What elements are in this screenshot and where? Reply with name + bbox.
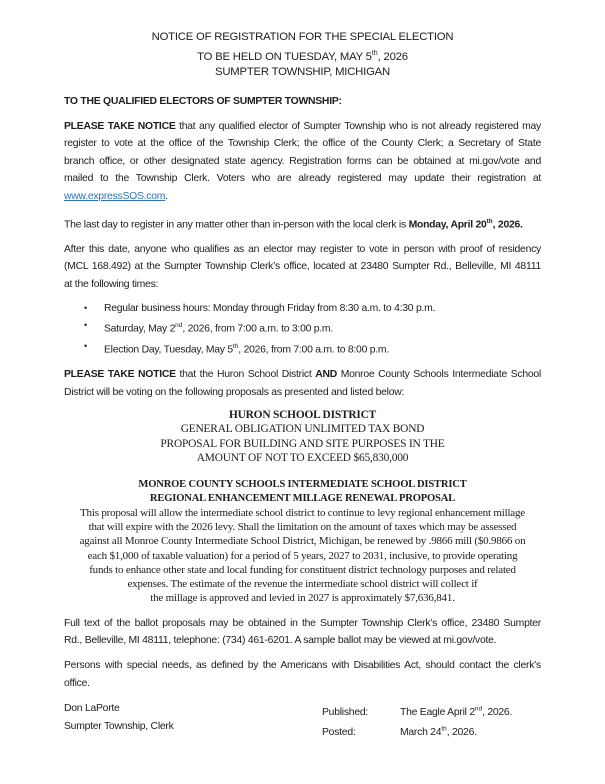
- published-label: Published:: [322, 706, 369, 718]
- bullet-icon: •: [84, 341, 87, 352]
- text-run: against all Monroe County Intermediate School District, Michigan, be renewed by .9866 mill ($0.9866 on: [79, 535, 526, 548]
- text-run: .: [165, 190, 168, 202]
- text-run: nd: [474, 705, 483, 713]
- proposal-line: [57, 422, 548, 436]
- list-item: [64, 338, 541, 359]
- bullet-text: [104, 338, 541, 359]
- text-run: PROPOSAL FOR BUILDING AND SITE PURPOSES IN THE: [160, 437, 445, 450]
- posted-value: [400, 727, 477, 738]
- para-register-line: [64, 118, 541, 135]
- proposal-body-line: [57, 591, 548, 605]
- text-run: th: [371, 49, 378, 57]
- text-run: , 2026.: [446, 727, 477, 739]
- clerk-title: Sumpter Township, Clerk: [64, 720, 174, 732]
- proposal-line: [57, 451, 548, 465]
- text-run: REGIONAL ENHANCEMENT MILLAGE RENEWAL PROPOSAL: [149, 492, 456, 504]
- para-in-person-line: [64, 241, 541, 258]
- para-register-line: [64, 170, 541, 187]
- para-register: [64, 118, 541, 205]
- para-register-line: [64, 188, 541, 205]
- signature-right: [322, 700, 541, 742]
- text-run: This proposal will allow the intermediate school district to continue to levy regional enhancement millage: [80, 507, 525, 520]
- signature-block: [64, 700, 541, 742]
- posted-label: Posted:: [322, 727, 356, 739]
- text-run: The last day to register in any matter other than in-person with the local clerk is: [64, 219, 409, 231]
- text-run: , 2026.: [482, 706, 513, 718]
- text-run: Election Day, Tuesday, May 5: [104, 344, 233, 356]
- text-run: The Eagle April 2: [400, 706, 475, 718]
- para-deadline: [64, 213, 541, 234]
- text-run: branch office, or other designated state agency. Registration forms can be obtained at mi.gov/vote and: [64, 155, 541, 167]
- text-run: th: [232, 343, 239, 351]
- published-value: [400, 707, 512, 718]
- para-districts: [64, 366, 541, 401]
- list-item: [64, 300, 541, 317]
- proposal-line: [57, 437, 548, 451]
- posted-row: [322, 721, 541, 742]
- list-item: [64, 317, 541, 338]
- proposal-body-line: [57, 534, 548, 548]
- text-run: AMOUNT OF NOT TO EXCEED $65,830,000: [196, 452, 409, 465]
- title-line-3: [64, 65, 541, 81]
- text-run: Persons with special needs, as defined by the Americans with Disabilities Act, should contact the clerk’s: [64, 660, 541, 672]
- proposal-body-line: [57, 563, 548, 577]
- para-full-text: [64, 615, 541, 650]
- proposal-heading: [57, 408, 548, 422]
- text-run: PLEASE TAKE NOTICE: [64, 369, 176, 381]
- para-in-person-line: [64, 258, 541, 275]
- proposal-heading: [57, 478, 548, 492]
- text-run: Saturday, May 2: [104, 323, 176, 335]
- text-run: Rd., Belleville, MI 48111, telephone: (734) 461-6201. A sample ballot may be viewed at mi.gov/vote.: [64, 634, 497, 646]
- text-run: each $1,000 of taxable valuation) for a period of 5 years, 2027 to 2031, inclusive, to provide operating: [87, 549, 518, 562]
- text-run: at the following times:: [64, 278, 159, 290]
- text-run: , 2026.: [492, 219, 523, 231]
- text-run: NOTICE OF REGISTRATION FOR THE SPECIAL ELECTION: [151, 31, 454, 43]
- text-run: nd: [175, 322, 183, 330]
- text-run: TO THE QUALIFIED ELECTORS OF SUMPTER TOWNSHIP:: [64, 95, 342, 107]
- text-run: HURON SCHOOL DISTRICT: [228, 409, 377, 422]
- text-run: mailed to the Township Clerk. Voters who are already registered may update their registration at: [64, 173, 541, 185]
- text-run: office.: [64, 677, 90, 689]
- para-districts-line: [64, 384, 541, 401]
- text-run: register to vote at the office of the Township Clerk; the office of the County Clerk; a Secretary of State: [64, 138, 541, 150]
- text-run: Full text of the ballot proposals may be obtained in the Sumpter Township Clerk’s office, 23480 Sumpter: [64, 617, 541, 629]
- text-run: th: [441, 726, 447, 733]
- text-run: March 24: [400, 727, 442, 739]
- text-run: , 2026, from 7:00 a.m. to 3:00 p.m.: [182, 323, 333, 335]
- text-run: Regular business hours: Monday through Friday from 8:30 a.m. to 4:30 p.m.: [104, 303, 436, 315]
- text-run: , 2026, from 7:00 a.m. to 8:00 p.m.: [238, 344, 389, 356]
- text-run: expenses. The estimate of the revenue the intermediate school district will collect if: [127, 578, 478, 591]
- bullet-icon: •: [84, 303, 87, 314]
- para-ada: [64, 657, 541, 692]
- title-line-2: [64, 46, 541, 65]
- document-title: [64, 30, 541, 81]
- bullet-text: [104, 317, 541, 338]
- monroe-proposal: [57, 478, 548, 606]
- hours-list: [64, 300, 541, 359]
- clerk-name: Don LaPorte: [64, 703, 120, 715]
- expresssos-link[interactable]: www.expressSOS.com: [64, 190, 166, 202]
- signature-left: [64, 700, 322, 742]
- text-run: that the Huron School District: [175, 369, 316, 381]
- text-run: TO BE HELD ON TUESDAY, MAY 5: [197, 50, 372, 63]
- text-run: AND: [315, 369, 337, 381]
- proposal-body-line: [57, 549, 548, 563]
- proposal-body-line: [57, 577, 548, 591]
- bullet-text: [104, 300, 541, 317]
- text-run: , 2026: [377, 50, 408, 63]
- text-run: After this date, anyone who qualifies as an elector may register to vote in person with proof of residency: [64, 243, 541, 255]
- proposal-body-line: [57, 520, 548, 534]
- text-run: Monroe County Schools Intermediate School: [336, 369, 541, 381]
- text-run: (MCL 168.492) at the Sumpter Township Clerk’s office, located at 23480 Sumpter Rd., Belleville, MI 48111: [64, 261, 541, 273]
- para-full-text-line: [64, 632, 541, 649]
- huron-proposal: [57, 408, 548, 466]
- salutation: [64, 93, 541, 110]
- title-line-1: [64, 30, 541, 46]
- para-in-person-line: [64, 276, 541, 293]
- text-run: GENERAL OBLIGATION UNLIMITED TAX BOND: [180, 423, 425, 436]
- para-districts-line: [64, 366, 541, 383]
- text-run: SUMPTER TOWNSHIP, MICHIGAN: [215, 65, 390, 78]
- text-run: that will expire with the 2026 levy. Shall the limitation on the amount of taxes which may be assessed: [88, 521, 517, 534]
- para-register-line: [64, 153, 541, 170]
- text-run: th: [486, 217, 493, 225]
- para-ada-line: [64, 675, 541, 692]
- para-full-text-line: [64, 615, 541, 632]
- para-deadline-line: [64, 213, 541, 234]
- para-ada-line: [64, 657, 541, 674]
- published-row: [322, 700, 541, 721]
- text-run: funds to enhance other state and local funding for constituent district technology purposes and related: [89, 563, 516, 576]
- text-run: PLEASE TAKE NOTICE: [64, 120, 176, 132]
- text-run: MONROE COUNTY SCHOOLS INTERMEDIATE SCHOOL DISTRICT: [138, 478, 467, 490]
- para-register-line: [64, 135, 541, 152]
- proposal-body-line: [57, 506, 548, 520]
- para-in-person: [64, 241, 541, 293]
- text-run: the millage is approved and levied in 2027 is approximately $7,636,841.: [150, 592, 455, 605]
- text-run: that any qualified elector of Sumpter Township who is not already registered may: [175, 120, 541, 132]
- text-run: District will be voting on the following proposals as presented and listed below:: [64, 386, 405, 398]
- text-run: Monday, April 20: [408, 219, 487, 231]
- bullet-icon: •: [84, 320, 87, 331]
- proposal-heading: [57, 492, 548, 506]
